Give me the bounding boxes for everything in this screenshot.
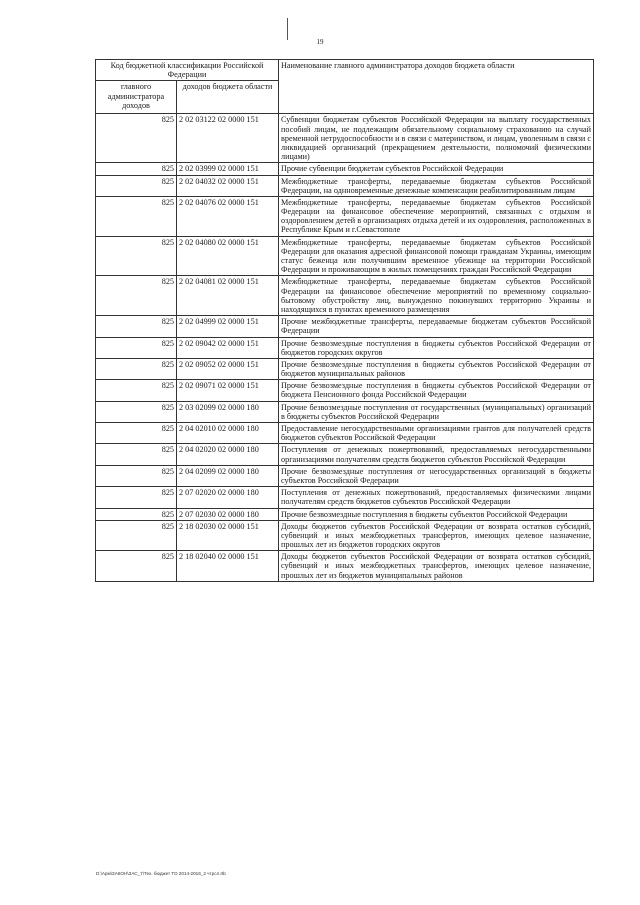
income-code-cell: 2 02 04081 02 0000 151 xyxy=(177,276,279,316)
header-name-column: Наименование главного администратора доходов бюджета области xyxy=(279,60,594,114)
income-code-cell: 2 02 03999 02 0000 151 xyxy=(177,163,279,175)
income-code-cell: 2 02 04080 02 0000 151 xyxy=(177,236,279,276)
admin-code-cell: 825 xyxy=(96,236,177,276)
income-name-cell: Прочие безвозмездные поступления от негосударственных организаций в бюджеты субъектов Российской Федерации xyxy=(279,465,594,486)
admin-code-cell: 825 xyxy=(96,551,177,582)
budget-codes-table xyxy=(95,59,594,582)
admin-code-cell: 825 xyxy=(96,465,177,486)
admin-code-cell: 825 xyxy=(96,508,177,520)
income-code-cell: 2 02 04076 02 0000 151 xyxy=(177,196,279,236)
income-code-cell: 2 02 04032 02 0000 151 xyxy=(177,175,279,196)
admin-code-cell: 825 xyxy=(96,337,177,358)
header-admin-column: главного администратора доходов xyxy=(96,81,177,114)
table-row xyxy=(96,401,594,422)
admin-code-cell: 825 xyxy=(96,196,177,236)
admin-code-cell: 825 xyxy=(96,401,177,422)
admin-code-cell: 825 xyxy=(96,114,177,163)
income-name-cell: Межбюджетные трансферты, передаваемые бюджетам субъектов Российской Федерации для оказания адресной финансовой помощи гражданам Украины, имеющим статус беженца или получившим временное убежище на территории Российской Федерации и проживающим в жилых помещениях граждан Российской Федерации xyxy=(279,236,594,276)
income-code-cell: 2 04 02099 02 0000 180 xyxy=(177,465,279,486)
table-row xyxy=(96,423,594,444)
admin-code-cell: 825 xyxy=(96,358,177,379)
income-code-cell: 2 18 02040 02 0000 151 xyxy=(177,551,279,582)
table-row xyxy=(96,175,594,196)
header-income-column: доходов бюджета области xyxy=(177,81,279,114)
admin-code-cell: 825 xyxy=(96,175,177,196)
income-name-cell: Доходы бюджетов субъектов Российской Федерации от возврата остатков субсидий, субвенций и иных межбюджетных трансфертов, имеющих целевое назначение, прошлых лет из бюджетов муниципальных районов xyxy=(279,551,594,582)
table-row xyxy=(96,380,594,401)
admin-code-cell: 825 xyxy=(96,423,177,444)
income-code-cell: 2 02 09052 02 0000 151 xyxy=(177,358,279,379)
table-row xyxy=(96,520,594,551)
admin-code-cell: 825 xyxy=(96,487,177,508)
income-name-cell: Поступления от денежных пожертвований, предоставляемых физическими лицами получателям средств бюджетов субъектов Российской Федерации xyxy=(279,487,594,508)
table-row xyxy=(96,114,594,163)
table-row xyxy=(96,487,594,508)
admin-code-cell: 825 xyxy=(96,316,177,337)
fold-mark xyxy=(287,18,288,40)
income-code-cell: 2 02 04999 02 0000 151 xyxy=(177,316,279,337)
income-name-cell: Прочие безвозмездные поступления в бюджеты субъектов Российской Федерации xyxy=(279,508,594,520)
income-name-cell: Прочие безвозмездные поступления в бюджеты субъектов Российской Федерации от бюджета Пенсионного фонда Российской Федерации xyxy=(279,380,594,401)
income-name-cell: Доходы бюджетов субъектов Российской Федерации от возврата остатков субсидий, субвенций и иных межбюджетных трансфертов, имеющих целевое назначение, прошлых лет из бюджетов городских округов xyxy=(279,520,594,551)
header-row-top xyxy=(96,60,594,81)
table-row xyxy=(96,196,594,236)
income-code-cell: 2 04 02020 02 0000 180 xyxy=(177,444,279,465)
file-path-footer: D:\Арм\ЗАКОН\ЗАС_7\Тех. бюджет ТО 2014-2016_2 чтрсл.rtb xyxy=(96,871,226,876)
income-name-cell: Межбюджетные трансферты, передаваемые бюджетам субъектов Российской Федерации на финансовое обеспечение мероприятий по временному социально-бытовому обустройству лиц, вынужденно покинувших территорию Украины и находящихся в пунктах временного размещения xyxy=(279,276,594,316)
table-row xyxy=(96,163,594,175)
admin-code-cell: 825 xyxy=(96,444,177,465)
table-row xyxy=(96,444,594,465)
income-name-cell: Межбюджетные трансферты, передаваемые бюджетам субъектов Российской Федерации, на однновременные денежные компенсации реабилитированным лицам xyxy=(279,175,594,196)
income-code-cell: 2 02 09071 02 0000 151 xyxy=(177,380,279,401)
income-name-cell: Прочие безвозмездные поступления в бюджеты субъектов Российской Федерации от бюджетов муниципальных районов xyxy=(279,358,594,379)
income-name-cell: Поступления от денежных пожертвований, предоставляемых негосударственными организациями получателям средств бюджетов субъектов Российской Федерации xyxy=(279,444,594,465)
income-name-cell: Прочие безвозмездные поступления от государственных (муниципальных) организаций в бюджеты субъектов Российской Федерации xyxy=(279,401,594,422)
table-body xyxy=(96,114,594,581)
income-name-cell: Межбюджетные трансферты, передаваемые бюджетам субъектов Российской Федерации на финансовое обеспечение мероприятий, связанных с отдыхом и оздоровлением детей в организациях отдыха детей и их оздоровления, расположенных в Республике Крым и г.Севастополе xyxy=(279,196,594,236)
income-name-cell: Предоставление негосударственными организациями грантов для получателей средств бюджетов субъектов Российской Федерации xyxy=(279,423,594,444)
table-row xyxy=(96,276,594,316)
page-number: 19 xyxy=(316,38,324,46)
income-code-cell: 2 18 02030 02 0000 151 xyxy=(177,520,279,551)
admin-code-cell: 825 xyxy=(96,380,177,401)
table-row xyxy=(96,236,594,276)
income-name-cell: Прочие безвозмездные поступления в бюджеты субъектов Российской Федерации от бюджетов городских округов xyxy=(279,337,594,358)
table-row xyxy=(96,316,594,337)
header-code-group: Код бюджетной классификации Российской Федерации xyxy=(96,60,279,81)
table-row xyxy=(96,465,594,486)
admin-code-cell: 825 xyxy=(96,276,177,316)
admin-code-cell: 825 xyxy=(96,520,177,551)
income-code-cell: 2 03 02099 02 0000 180 xyxy=(177,401,279,422)
income-code-cell: 2 07 02030 02 0000 180 xyxy=(177,508,279,520)
table-row xyxy=(96,551,594,582)
income-code-cell: 2 02 03122 02 0000 151 xyxy=(177,114,279,163)
income-code-cell: 2 07 02020 02 0000 180 xyxy=(177,487,279,508)
table-row xyxy=(96,337,594,358)
income-name-cell: Субвенции бюджетам субъектов Российской Федерации на выплату государственных пособий лицам, не подлежащим обязательному социальному страхованию на случай временной нетрудоспособности и в связи с материнством, и лицам, уволенным в связи с ликвидацией организаций (прекращением деятельности, полномочий физическими лицами) xyxy=(279,114,594,163)
table-row xyxy=(96,508,594,520)
table-row xyxy=(96,358,594,379)
admin-code-cell: 825 xyxy=(96,163,177,175)
income-code-cell: 2 04 02010 02 0000 180 xyxy=(177,423,279,444)
income-code-cell: 2 02 09042 02 0000 151 xyxy=(177,337,279,358)
income-name-cell: Прочие субвенции бюджетам субъектов Российской Федерации xyxy=(279,163,594,175)
income-name-cell: Прочие межбюджетные трансферты, передаваемые бюджетам субъектов Российской Федерации xyxy=(279,316,594,337)
